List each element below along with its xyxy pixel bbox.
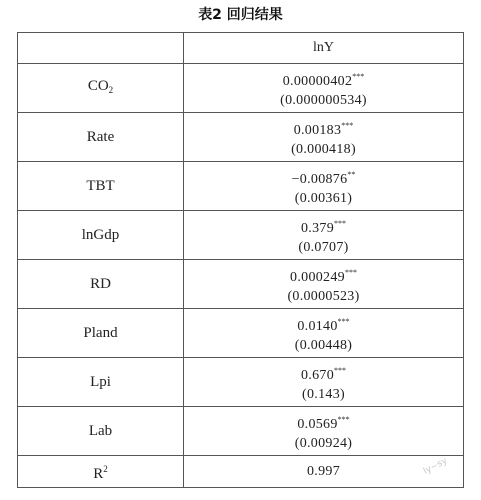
variable-cell: [18, 113, 184, 162]
significance-stars: ***: [341, 120, 354, 130]
table-row-lpi: [18, 358, 464, 407]
significance-stars: ***: [334, 365, 346, 375]
table-row-r2: [18, 456, 464, 488]
table-header-row: [18, 33, 464, 64]
table-row-rd: [18, 260, 464, 309]
value-cell: [184, 358, 464, 407]
standard-error: (0.00924): [294, 435, 353, 451]
header-lny-cell: lnY: [184, 33, 464, 64]
table-row-tbt: [18, 162, 464, 211]
table-row-lngdp: [18, 211, 464, 260]
r2-value-cell: [184, 456, 464, 488]
standard-error: (0.00361): [294, 190, 353, 206]
r2-label: R: [93, 466, 104, 482]
table-row-co2: [18, 64, 464, 113]
coefficient: −0.00876**: [291, 169, 356, 187]
significance-stars: ***: [337, 414, 350, 424]
coefficient: 0.00000402***: [282, 71, 365, 89]
variable-label: Rate: [86, 129, 115, 145]
coefficient: 0.00183***: [293, 120, 354, 138]
variable-subscript: 2: [108, 85, 114, 95]
coefficient: 0.379***: [301, 218, 346, 236]
coefficient: 0.670***: [301, 365, 346, 383]
value-cell: [184, 211, 464, 260]
watermark: ly~sy: [422, 456, 450, 477]
variable-cell: [18, 64, 184, 113]
significance-stars: ***: [352, 71, 365, 81]
variable-cell: [18, 358, 184, 407]
standard-error: (0.000000534): [280, 92, 367, 108]
variable-label: TBT: [86, 178, 115, 194]
value-cell: [184, 113, 464, 162]
variable-label: Pland: [83, 325, 118, 341]
value-cell: [184, 162, 464, 211]
significance-stars: ***: [334, 218, 346, 228]
regression-table: [17, 32, 464, 488]
header-variable-cell: [18, 33, 184, 64]
coefficient: 0.000249***: [290, 267, 357, 285]
variable-cell: [18, 407, 184, 456]
variable-label: RD: [90, 276, 111, 292]
significance-stars: **: [347, 169, 356, 179]
table-row-pland: [18, 309, 464, 358]
value-cell: [184, 260, 464, 309]
variable-label: Lab: [88, 423, 113, 439]
table-row-rate: [18, 113, 464, 162]
standard-error: (0.143): [302, 386, 345, 402]
variable-label: Lpi: [90, 374, 111, 390]
significance-stars: ***: [344, 267, 357, 277]
r2-value: 0.997: [307, 464, 340, 479]
standard-error: (0.0707): [298, 239, 349, 255]
table-title: 表2 回归结果: [198, 7, 283, 23]
coefficient: 0.0140***: [297, 316, 350, 334]
coefficient: 0.0569***: [297, 414, 350, 432]
value-cell: [184, 407, 464, 456]
value-cell: [184, 64, 464, 113]
standard-error: (0.000418): [291, 141, 356, 157]
variable-cell: [18, 260, 184, 309]
variable-cell: [18, 211, 184, 260]
variable-label: CO: [87, 78, 109, 94]
variable-cell: [18, 162, 184, 211]
variable-cell: [18, 309, 184, 358]
variable-label: lnGdp: [81, 227, 120, 243]
table-row-lab: [18, 407, 464, 456]
r2-superscript: 2: [103, 464, 108, 474]
r2-label-cell: [18, 456, 184, 488]
standard-error: (0.0000523): [287, 288, 360, 304]
value-cell: [184, 309, 464, 358]
significance-stars: ***: [337, 316, 350, 326]
standard-error: (0.00448): [294, 337, 353, 353]
